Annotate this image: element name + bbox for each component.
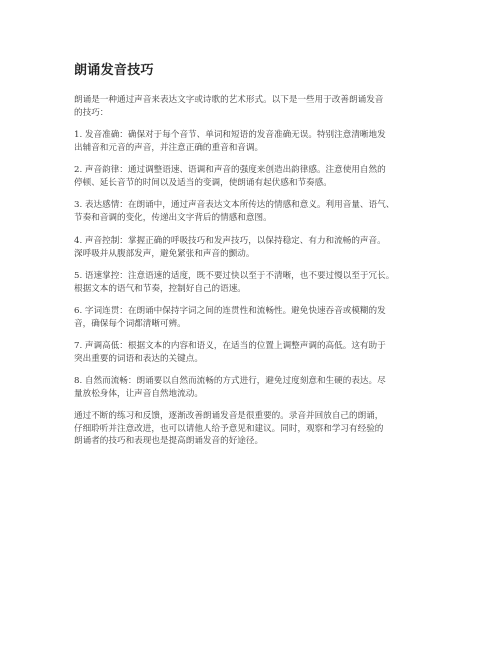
paragraph-line: 4. 声音控制：掌握正确的呼吸技巧和发声技巧，以保持稳定、有力和流畅的声音。: [74, 236, 386, 246]
tip-paragraph-2: [74, 164, 434, 189]
paragraph-line: 6. 字词连贯：在朗诵中保持字词之间的连贯性和流畅性。避免快速吞音或模糊的发: [74, 306, 386, 316]
paragraph-line: 3. 表达感情：在朗诵中，通过声音表达文本所传达的情感和意义。利用音量、语气、: [74, 200, 395, 210]
paragraph-line: 2. 声音韵律：通过调整语速、语调和声音的强度来创造出韵律感。注意使用自然的: [74, 165, 386, 175]
tip-paragraph-4: [74, 235, 434, 260]
paragraph-line: 的技巧：: [74, 107, 109, 118]
paragraph-line: 8. 自然而流畅：朗诵要以自然而流畅的方式进行，避免过度刻意和生硬的表达。尽: [74, 376, 386, 386]
tip-paragraph-3: [74, 199, 434, 224]
paragraph-line: 节奏和音调的变化，传递出文字背后的情感和意图。: [74, 212, 272, 223]
paragraph-line: 7. 声调高低：根据文本的内容和语义，在适当的位置上调整声调的高低。这有助于: [74, 341, 386, 351]
paragraph-line: 音，确保每个词都清晰可辨。: [74, 318, 186, 329]
paragraph-line: 突出重要的词语和表达的关键点。: [74, 353, 203, 364]
paragraph-line: 根据文本的语气和节奏，控制好自己的语速。: [74, 283, 246, 294]
closing-paragraph: [74, 410, 434, 448]
intro-paragraph: [74, 94, 434, 119]
document-title: 朗诵发音技巧: [74, 63, 154, 78]
tip-paragraph-5: [74, 270, 434, 295]
paragraph-line: 深呼吸并从腹部发声，避免紧张和声音的颤动。: [74, 248, 255, 259]
paragraph-line: 通过不断的练习和反馈，逐渐改善朗诵发音是很重要的。录音并回放自己的朗诵，: [74, 411, 384, 421]
paragraph-line: 5. 语速掌控：注意语速的适度，既不要过快以至于不清晰，也不要过慢以至于冗长。: [74, 271, 395, 281]
tip-paragraph-6: [74, 305, 434, 330]
paragraph-line: 仔细聆听并注意改进，也可以请他人给予意见和建议。同时，观察和学习有经验的: [74, 423, 384, 434]
tip-paragraph-8: [74, 375, 434, 400]
tip-paragraph-1: [74, 129, 434, 154]
paragraph-line: 1. 发音准确：确保对于每个音节、单词和短语的发音准确无误。特别注意清晰地发: [74, 130, 386, 140]
paragraph-line: 朗诵是一种通过声音来表达文字或诗歌的艺术形式。以下是一些用于改善朗诵发音: [74, 95, 384, 105]
paragraph-line: 停顿、延长音节的时间以及适当的变调，使朗诵有起伏感和节奏感。: [74, 177, 332, 188]
paragraph-line: 量放松身体，让声音自然地流动。: [74, 388, 203, 399]
paragraph-line: 朗诵者的技巧和表现也是提高朗诵发音的好途径。: [74, 436, 264, 446]
paragraph-line: 出辅音和元音的声音，并注意正确的重音和音调。: [74, 142, 264, 153]
tip-paragraph-7: [74, 340, 434, 365]
